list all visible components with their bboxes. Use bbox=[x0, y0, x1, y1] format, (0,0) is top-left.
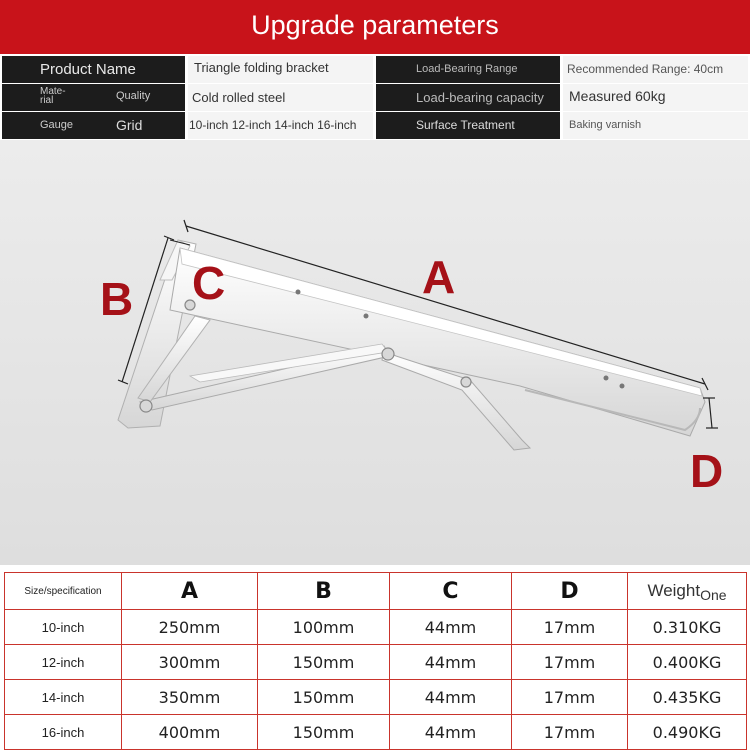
material-value: Cold rolled steel bbox=[188, 84, 373, 111]
row-size: 14-inch bbox=[5, 680, 122, 715]
header-d: D bbox=[512, 573, 628, 610]
row-weight: 0.490KG bbox=[628, 715, 747, 750]
row-c: 44mm bbox=[390, 680, 512, 715]
product-name-label: Product Name bbox=[2, 56, 185, 83]
row-a: 250mm bbox=[122, 610, 258, 645]
row-d: 17mm bbox=[512, 645, 628, 680]
dimension-label-b: B bbox=[100, 273, 134, 325]
header-b: B bbox=[258, 573, 390, 610]
gauge-sub-label: Grid bbox=[116, 117, 143, 133]
row-a: 300mm bbox=[122, 645, 258, 680]
product-name-value: Triangle folding bracket bbox=[188, 56, 373, 83]
title-banner bbox=[0, 0, 750, 54]
load-capacity-value: Measured 60kg bbox=[563, 84, 748, 111]
table-row bbox=[5, 715, 747, 750]
header-c: C bbox=[390, 573, 512, 610]
header-weight-label: Weight bbox=[647, 581, 701, 600]
material-label: Mate- rial bbox=[40, 86, 66, 106]
dimension-label-a: A bbox=[422, 251, 456, 303]
table-row bbox=[5, 610, 747, 645]
gauge-label-cell bbox=[2, 112, 185, 139]
row-size: 12-inch bbox=[5, 645, 122, 680]
row-c: 44mm bbox=[390, 610, 512, 645]
row-b: 150mm bbox=[258, 680, 390, 715]
row-c: 44mm bbox=[390, 715, 512, 750]
size-table bbox=[4, 572, 747, 750]
header-a: A bbox=[122, 573, 258, 610]
row-a: 400mm bbox=[122, 715, 258, 750]
banner-title: Upgrade parameters bbox=[251, 10, 499, 40]
load-capacity-label: Load-bearing capacity bbox=[376, 84, 560, 111]
row-b: 150mm bbox=[258, 715, 390, 750]
row-b: 100mm bbox=[258, 610, 390, 645]
spec-table bbox=[0, 54, 750, 140]
row-weight: 0.435KG bbox=[628, 680, 747, 715]
header-weight bbox=[628, 573, 747, 610]
table-row bbox=[5, 645, 747, 680]
material-sub-label: Quality bbox=[116, 90, 151, 102]
surface-value: Baking varnish bbox=[563, 112, 748, 139]
row-c: 44mm bbox=[390, 645, 512, 680]
row-a: 350mm bbox=[122, 680, 258, 715]
gauge-value: 10-inch 12-inch 14-inch 16-inch bbox=[188, 112, 373, 139]
dimension-label-d: D bbox=[690, 445, 724, 497]
row-weight: 0.400KG bbox=[628, 645, 747, 680]
header-spec: Size/specification bbox=[5, 573, 122, 610]
row-d: 17mm bbox=[512, 610, 628, 645]
row-size: 16-inch bbox=[5, 715, 122, 750]
dimension-label-c: C bbox=[192, 257, 226, 309]
bracket-illustration bbox=[0, 140, 750, 565]
row-d: 17mm bbox=[512, 715, 628, 750]
row-b: 150mm bbox=[258, 645, 390, 680]
load-range-label: Load-Bearing Range bbox=[376, 56, 560, 83]
size-table-area bbox=[0, 565, 750, 750]
header-weight-sub: One bbox=[700, 587, 727, 603]
row-d: 17mm bbox=[512, 680, 628, 715]
material-label-cell bbox=[2, 84, 185, 111]
load-range-value: Recommended Range: 40cm bbox=[563, 56, 748, 83]
row-size: 10-inch bbox=[5, 610, 122, 645]
table-row bbox=[5, 680, 747, 715]
product-photo bbox=[0, 140, 750, 565]
gauge-label: Gauge bbox=[40, 119, 74, 131]
table-header-row bbox=[5, 573, 747, 610]
row-weight: 0.310KG bbox=[628, 610, 747, 645]
surface-label: Surface Treatment bbox=[376, 112, 560, 139]
